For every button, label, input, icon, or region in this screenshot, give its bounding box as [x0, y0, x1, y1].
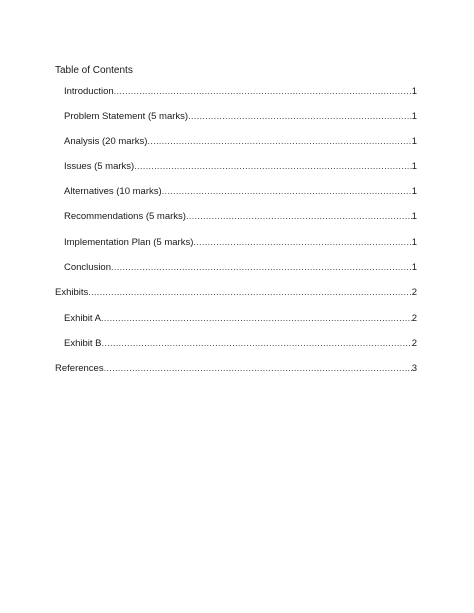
toc-dot-leader — [147, 135, 411, 148]
toc-title: Table of Contents — [55, 65, 133, 76]
toc-entry-label: Exhibits — [55, 287, 89, 298]
toc-page-number: 2 — [411, 287, 417, 298]
toc-entry-implementation-plan[interactable] — [64, 236, 417, 249]
toc-dot-leader — [104, 362, 412, 375]
toc-page-number: 1 — [411, 111, 417, 122]
toc-page-number: 1 — [411, 161, 417, 172]
toc-dot-leader — [114, 85, 412, 98]
toc-entry-label: Exhibit B — [64, 338, 102, 349]
toc-entry-label: Conclusion — [64, 262, 111, 273]
toc-entry-recommendations[interactable] — [64, 210, 417, 223]
toc-entry-label: Analysis (20 marks) — [64, 136, 148, 147]
toc-dot-leader — [88, 286, 411, 299]
toc-entry-conclusion[interactable] — [64, 261, 417, 274]
toc-page-number: 1 — [411, 262, 417, 273]
toc-page-number: 1 — [411, 211, 417, 222]
toc-entry-label: References — [55, 363, 104, 374]
toc-entry-label: Recommendations (5 marks) — [64, 211, 186, 222]
toc-entry-analysis[interactable] — [64, 135, 417, 148]
toc-page-number: 1 — [411, 237, 417, 248]
toc-page-number: 1 — [411, 136, 417, 147]
toc-entry-introduction[interactable] — [64, 85, 417, 98]
toc-entry-label: Alternatives (10 marks) — [64, 186, 162, 197]
toc-page-number: 1 — [411, 186, 417, 197]
toc-dot-leader — [162, 185, 412, 198]
toc-dot-leader — [188, 110, 412, 123]
toc-entry-problem-statement[interactable] — [64, 110, 417, 123]
toc-page-number: 1 — [411, 86, 417, 97]
toc-dot-leader — [101, 312, 412, 325]
toc-entry-label: Issues (5 marks) — [64, 161, 135, 172]
toc-entry-label: Implementation Plan (5 marks) — [64, 237, 194, 248]
toc-entry-exhibits[interactable] — [55, 286, 417, 299]
toc-dot-leader — [102, 337, 412, 350]
toc-page-number: 2 — [411, 338, 417, 349]
toc-dot-leader — [186, 210, 412, 223]
toc-dot-leader — [111, 261, 412, 274]
toc-entry-exhibit-a[interactable] — [64, 312, 417, 325]
toc-entry-label: Introduction — [64, 86, 114, 97]
toc-entry-alternatives[interactable] — [64, 185, 417, 198]
toc-entry-references[interactable] — [55, 362, 417, 375]
toc-entry-label: Problem Statement (5 marks) — [64, 111, 189, 122]
toc-dot-leader — [134, 160, 411, 173]
toc-page-number: 2 — [411, 313, 417, 324]
toc-dot-leader — [193, 236, 411, 249]
toc-entry-label: Exhibit A — [64, 313, 101, 324]
toc-entry-exhibit-b[interactable] — [64, 337, 417, 350]
toc-entry-issues[interactable] — [64, 160, 417, 173]
toc-page-number: 3 — [411, 363, 417, 374]
